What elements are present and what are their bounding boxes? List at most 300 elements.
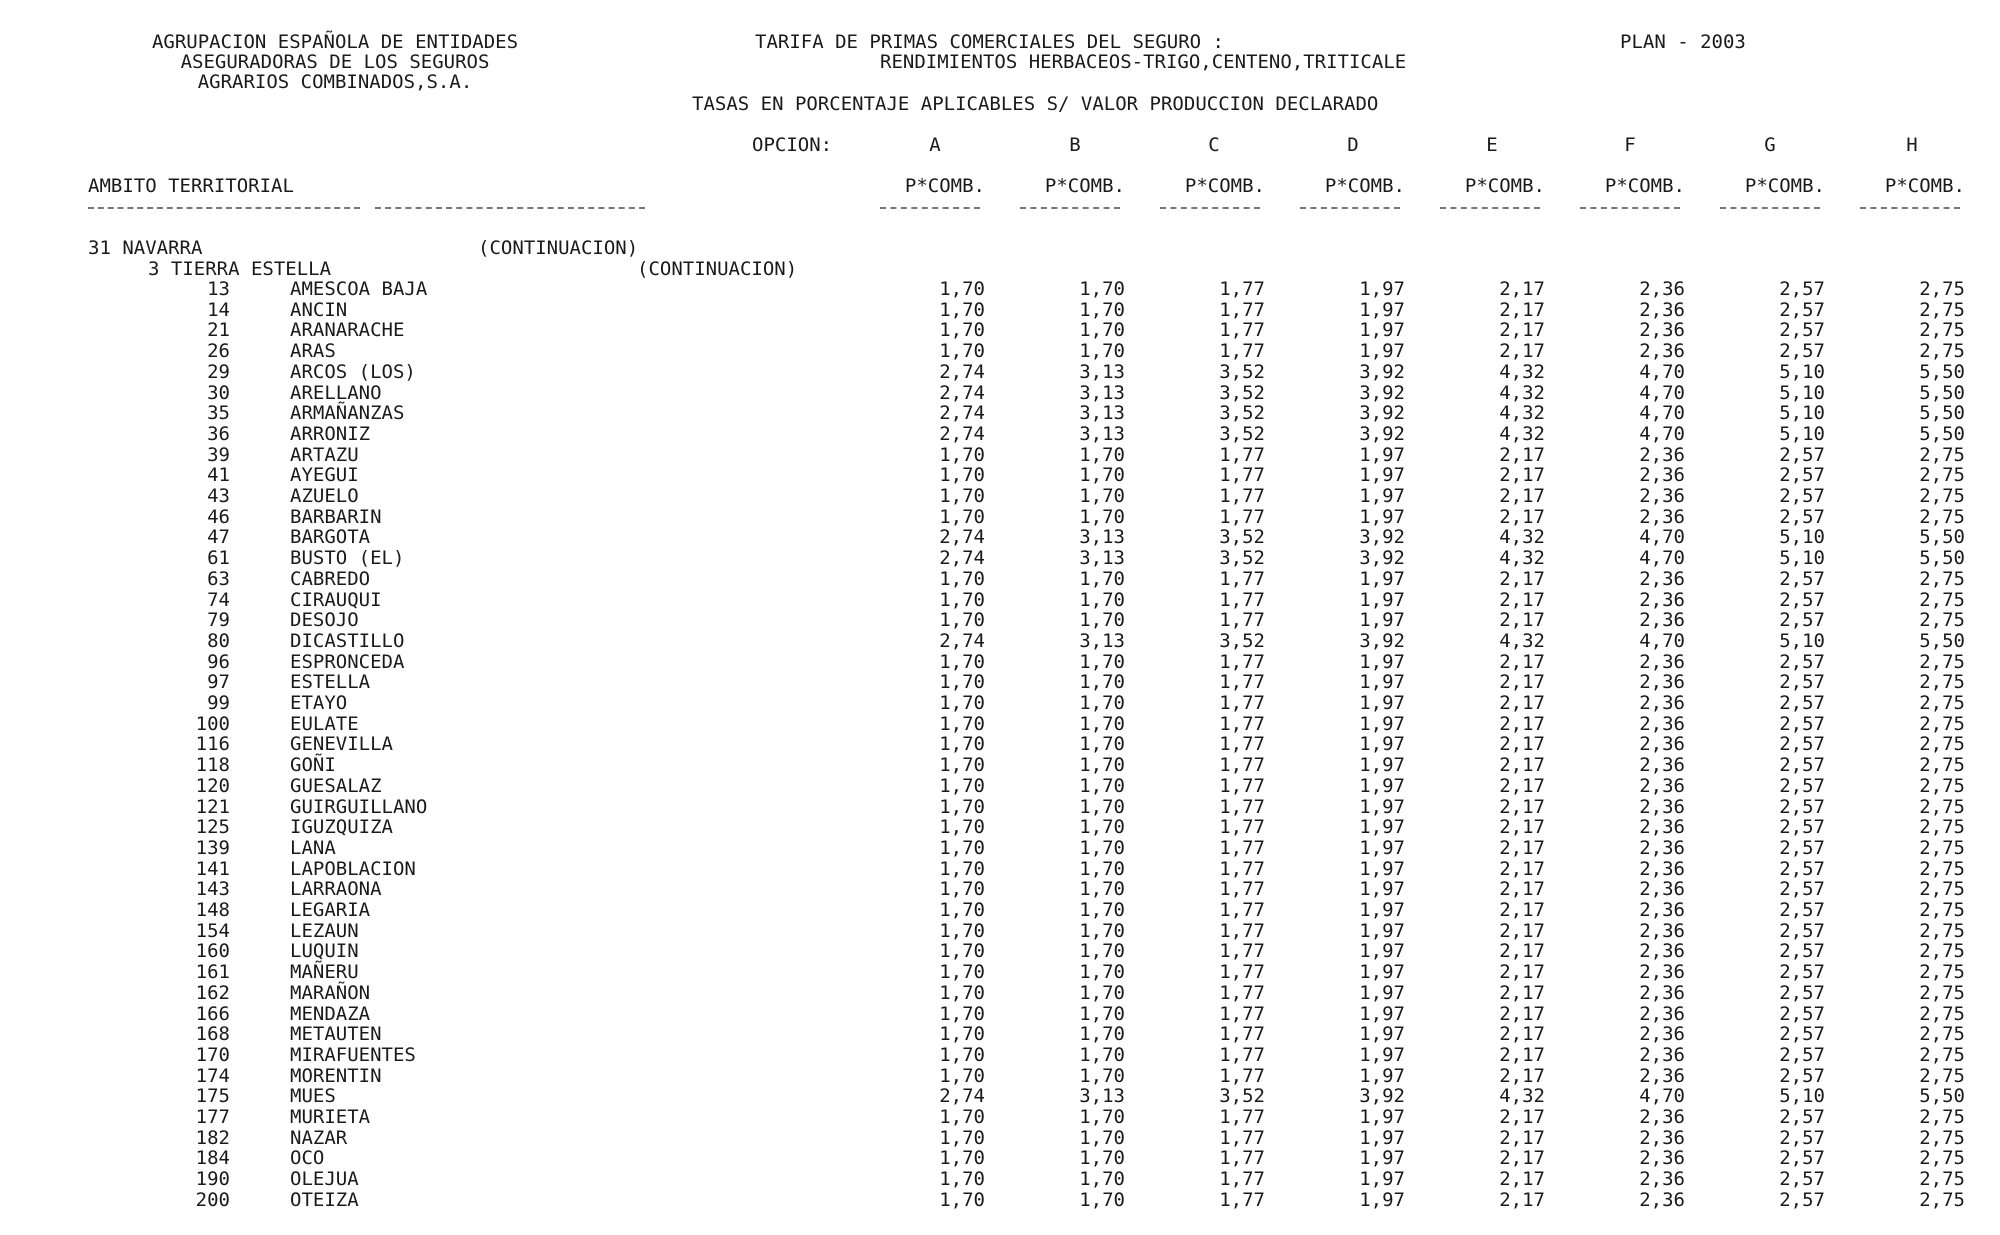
rate-cell-b: 3,13 — [1079, 360, 1125, 383]
rate-cell-h: 2,75 — [1919, 961, 1965, 984]
rate-cell-d: 1,97 — [1359, 1106, 1405, 1128]
rate-cell-g: 2,57 — [1779, 878, 1825, 901]
rate-cell-h: 2,75 — [1919, 919, 1965, 942]
municipality-code: 154 — [195, 919, 230, 942]
rate-cell-h: 2,75 — [1919, 1188, 1965, 1211]
table-row — [0, 445, 2000, 466]
municipality-name: OTEIZA — [290, 1188, 359, 1211]
table-row — [0, 279, 2000, 300]
municipality-code: 29 — [207, 360, 230, 383]
rate-cell-e: 2,17 — [1499, 609, 1545, 632]
rate-cell-e: 2,17 — [1499, 650, 1545, 673]
rate-cell-h: 5,50 — [1919, 422, 1965, 445]
province-continuation: (CONTINUACION) — [478, 237, 639, 259]
rate-cell-e: 2,17 — [1499, 1106, 1545, 1128]
rate-cell-a: 1,70 — [939, 650, 985, 673]
rate-cell-g: 2,57 — [1779, 1188, 1825, 1211]
table-row — [0, 486, 2000, 507]
rate-cell-g: 2,57 — [1779, 505, 1825, 528]
table-row — [0, 610, 2000, 631]
municipality-code: 182 — [195, 1126, 230, 1149]
rate-cell-a: 1,70 — [939, 774, 985, 797]
option-header-b: B — [1069, 134, 1081, 156]
table-row — [0, 424, 2000, 445]
rate-cell-a: 1,70 — [939, 1043, 985, 1066]
rate-cell-d: 3,92 — [1359, 629, 1405, 652]
rate-cell-a: 2,74 — [939, 1085, 985, 1108]
rate-cell-h: 2,75 — [1919, 1023, 1965, 1046]
rate-cell-f: 2,36 — [1639, 443, 1685, 466]
table-row — [0, 1190, 2000, 1211]
rate-cell-g: 2,57 — [1779, 961, 1825, 984]
municipality-name: AYEGUI — [290, 464, 359, 487]
rate-cell-c: 1,77 — [1219, 1064, 1265, 1087]
rate-cell-e: 2,17 — [1499, 1023, 1545, 1046]
rate-cell-g: 2,57 — [1779, 857, 1825, 880]
rate-cell-h: 2,75 — [1919, 588, 1965, 611]
table-row — [0, 631, 2000, 652]
rate-cell-e: 2,17 — [1499, 899, 1545, 921]
rate-cell-a: 2,74 — [939, 402, 985, 425]
municipality-name: ARMAÑANZAS — [290, 402, 405, 425]
table-row — [0, 569, 2000, 590]
rate-cell-a: 1,70 — [939, 1168, 985, 1191]
rate-cell-b: 1,70 — [1079, 464, 1125, 487]
rate-cell-f: 2,36 — [1639, 1064, 1685, 1087]
table-row — [0, 507, 2000, 528]
rate-cell-h: 2,75 — [1919, 899, 1965, 921]
rate-cell-f: 2,36 — [1639, 961, 1685, 984]
rate-cell-d: 1,97 — [1359, 319, 1405, 342]
rate-cell-c: 1,77 — [1219, 1188, 1265, 1211]
municipality-name: LAPOBLACION — [290, 857, 416, 880]
rate-cell-c: 1,77 — [1219, 1126, 1265, 1149]
rate-cell-e: 2,17 — [1499, 1126, 1545, 1149]
rate-cell-b: 1,70 — [1079, 650, 1125, 673]
rate-cell-d: 1,97 — [1359, 567, 1405, 590]
municipality-code: 80 — [207, 629, 230, 652]
rate-cell-c: 1,77 — [1219, 505, 1265, 528]
rate-cell-e: 4,32 — [1499, 629, 1545, 652]
rate-cell-c: 3,52 — [1219, 381, 1265, 404]
municipality-code: 162 — [195, 981, 230, 1004]
rate-cell-b: 3,13 — [1079, 381, 1125, 404]
rate-cell-a: 1,70 — [939, 609, 985, 632]
rate-cell-e: 2,17 — [1499, 961, 1545, 984]
rate-cell-a: 2,74 — [939, 629, 985, 652]
option-header-e: E — [1486, 134, 1498, 156]
rate-cell-d: 1,97 — [1359, 671, 1405, 694]
table-row — [0, 548, 2000, 569]
rate-cell-a: 1,70 — [939, 981, 985, 1004]
municipality-code: 141 — [195, 857, 230, 880]
municipality-code: 200 — [195, 1188, 230, 1211]
rate-cell-c: 1,77 — [1219, 692, 1265, 714]
company-name-line2: ASEGURADORAS DE LOS SEGUROS — [180, 51, 490, 73]
municipality-name: METAUTEN — [290, 1023, 382, 1046]
rate-cell-b: 1,70 — [1079, 857, 1125, 880]
rate-cell-h: 2,75 — [1919, 940, 1965, 963]
rate-cell-c: 1,77 — [1219, 650, 1265, 673]
rate-cell-f: 2,36 — [1639, 836, 1685, 859]
rate-cell-h: 2,75 — [1919, 1064, 1965, 1087]
rate-cell-f: 2,36 — [1639, 505, 1685, 528]
rate-cell-e: 2,17 — [1499, 464, 1545, 487]
rate-cell-e: 2,17 — [1499, 754, 1545, 777]
rate-cell-b: 1,70 — [1079, 692, 1125, 714]
rate-cell-g: 2,57 — [1779, 1168, 1825, 1191]
rate-cell-d: 1,97 — [1359, 1043, 1405, 1066]
rate-cell-e: 2,17 — [1499, 940, 1545, 963]
rate-cell-e: 2,17 — [1499, 505, 1545, 528]
rate-cell-e: 2,17 — [1499, 712, 1545, 735]
rate-cell-a: 1,70 — [939, 485, 985, 507]
municipality-code: 39 — [207, 443, 230, 466]
rate-cell-h: 2,75 — [1919, 443, 1965, 466]
option-label: OPCION: — [752, 134, 833, 156]
rate-cell-d: 1,97 — [1359, 733, 1405, 756]
table-row — [0, 1128, 2000, 1149]
rate-cell-d: 3,92 — [1359, 360, 1405, 383]
municipality-code: 170 — [195, 1043, 230, 1066]
rate-cell-b: 1,70 — [1079, 774, 1125, 797]
rate-cell-d: 1,97 — [1359, 774, 1405, 797]
rate-cell-h: 2,75 — [1919, 981, 1965, 1004]
rate-cell-b: 1,70 — [1079, 485, 1125, 507]
option-header-g: G — [1764, 134, 1776, 156]
rate-cell-f: 4,70 — [1639, 547, 1685, 570]
rate-cell-a: 2,74 — [939, 547, 985, 570]
rate-cell-e: 2,17 — [1499, 857, 1545, 880]
rate-cell-c: 1,77 — [1219, 940, 1265, 963]
municipality-code: 14 — [207, 298, 230, 321]
rate-cell-f: 2,36 — [1639, 1126, 1685, 1149]
municipality-code: 120 — [195, 774, 230, 797]
municipality-code: 79 — [207, 609, 230, 632]
municipality-code: 97 — [207, 671, 230, 694]
option-header-d: D — [1347, 134, 1359, 156]
municipality-name: BUSTO (EL) — [290, 547, 405, 570]
rate-cell-h: 2,75 — [1919, 609, 1965, 632]
rate-cell-d: 1,97 — [1359, 1002, 1405, 1025]
column-subheader-b: P*COMB. — [1044, 175, 1125, 197]
rate-cell-a: 1,70 — [939, 733, 985, 756]
rate-cell-g: 2,57 — [1779, 754, 1825, 777]
rate-cell-e: 4,32 — [1499, 360, 1545, 383]
municipality-name: NAZAR — [290, 1126, 348, 1149]
table-row — [0, 362, 2000, 383]
rate-cell-a: 1,70 — [939, 1002, 985, 1025]
rate-cell-e: 2,17 — [1499, 1002, 1545, 1025]
municipality-name: LUQUIN — [290, 940, 359, 963]
rate-cell-f: 2,36 — [1639, 919, 1685, 942]
column-subheader-d: P*COMB. — [1324, 175, 1405, 197]
rate-cell-f: 2,36 — [1639, 1002, 1685, 1025]
rate-cell-b: 1,70 — [1079, 878, 1125, 901]
rate-cell-d: 1,97 — [1359, 1023, 1405, 1046]
table-row — [0, 1169, 2000, 1190]
rate-cell-b: 1,70 — [1079, 340, 1125, 363]
rate-cell-d: 1,97 — [1359, 857, 1405, 880]
rate-cell-h: 2,75 — [1919, 754, 1965, 777]
rate-cell-b: 1,70 — [1079, 940, 1125, 963]
rate-cell-b: 1,70 — [1079, 754, 1125, 777]
rate-cell-a: 2,74 — [939, 381, 985, 404]
rate-cell-g: 5,10 — [1779, 381, 1825, 404]
rate-cell-h: 2,75 — [1919, 1002, 1965, 1025]
rate-cell-e: 2,17 — [1499, 278, 1545, 300]
rate-cell-d: 1,97 — [1359, 588, 1405, 611]
rate-cell-b: 1,70 — [1079, 795, 1125, 818]
rate-cell-e: 4,32 — [1499, 381, 1545, 404]
rate-cell-b: 1,70 — [1079, 588, 1125, 611]
region-label: 3 TIERRA ESTELLA — [148, 258, 332, 280]
rate-cell-f: 4,70 — [1639, 422, 1685, 445]
rate-cell-h: 2,75 — [1919, 692, 1965, 714]
rate-cell-a: 2,74 — [939, 360, 985, 383]
rate-cell-h: 2,75 — [1919, 298, 1965, 321]
municipality-code: 74 — [207, 588, 230, 611]
rate-cell-e: 2,17 — [1499, 443, 1545, 466]
rate-cell-h: 5,50 — [1919, 1085, 1965, 1108]
municipality-name: DICASTILLO — [290, 629, 405, 652]
rate-cell-d: 1,97 — [1359, 1126, 1405, 1149]
rate-cell-h: 2,75 — [1919, 671, 1965, 694]
municipality-code: 160 — [195, 940, 230, 963]
rate-cell-f: 2,36 — [1639, 733, 1685, 756]
company-name-line1: AGRUPACION ESPAÑOLA DE ENTIDADES — [151, 31, 519, 53]
rate-cell-g: 2,57 — [1779, 485, 1825, 507]
rate-cell-f: 2,36 — [1639, 981, 1685, 1004]
rate-cell-a: 1,70 — [939, 464, 985, 487]
rate-cell-h: 2,75 — [1919, 319, 1965, 342]
rate-cell-f: 2,36 — [1639, 567, 1685, 590]
rate-cell-h: 2,75 — [1919, 795, 1965, 818]
rate-cell-a: 1,70 — [939, 278, 985, 300]
rate-cell-b: 1,70 — [1079, 1188, 1125, 1211]
municipality-name: ARRONIZ — [290, 422, 371, 445]
rate-cell-c: 1,77 — [1219, 733, 1265, 756]
rate-cell-a: 1,70 — [939, 1023, 985, 1046]
municipality-name: OCO — [290, 1147, 325, 1170]
rate-cell-c: 1,77 — [1219, 919, 1265, 942]
rate-cell-e: 2,17 — [1499, 1043, 1545, 1066]
municipality-code: 63 — [207, 567, 230, 590]
rate-cell-f: 2,36 — [1639, 278, 1685, 300]
rate-cell-e: 2,17 — [1499, 1147, 1545, 1170]
municipality-code: 35 — [207, 402, 230, 425]
rate-cell-f: 4,70 — [1639, 402, 1685, 425]
municipality-name: ESPRONCEDA — [290, 650, 405, 673]
rate-cell-f: 2,36 — [1639, 340, 1685, 363]
table-row — [0, 734, 2000, 755]
municipality-name: AMESCOA BAJA — [290, 278, 428, 300]
municipality-name: ARTAZU — [290, 443, 359, 466]
rate-cell-a: 1,70 — [939, 692, 985, 714]
rate-cell-e: 2,17 — [1499, 774, 1545, 797]
table-row — [0, 527, 2000, 548]
rate-cell-a: 1,70 — [939, 754, 985, 777]
rate-cell-a: 1,70 — [939, 795, 985, 818]
rate-cell-b: 1,70 — [1079, 733, 1125, 756]
rate-cell-c: 1,77 — [1219, 961, 1265, 984]
municipality-name: OLEJUA — [290, 1168, 359, 1191]
rate-cell-b: 1,70 — [1079, 836, 1125, 859]
rate-cell-c: 1,77 — [1219, 836, 1265, 859]
table-row — [0, 693, 2000, 714]
table-row — [0, 962, 2000, 983]
rate-cell-e: 2,17 — [1499, 836, 1545, 859]
municipality-name: CIRAUQUI — [290, 588, 382, 611]
municipality-name: GENEVILLA — [290, 733, 393, 756]
rate-cell-d: 1,97 — [1359, 485, 1405, 507]
rate-cell-b: 1,70 — [1079, 919, 1125, 942]
rate-cell-h: 2,75 — [1919, 1106, 1965, 1128]
rate-cell-c: 1,77 — [1219, 981, 1265, 1004]
rate-cell-a: 1,70 — [939, 1106, 985, 1128]
rate-cell-f: 2,36 — [1639, 940, 1685, 963]
rate-cell-f: 2,36 — [1639, 878, 1685, 901]
rate-cell-f: 4,70 — [1639, 629, 1685, 652]
rate-cell-g: 2,57 — [1779, 733, 1825, 756]
rate-cell-d: 3,92 — [1359, 422, 1405, 445]
rate-cell-c: 1,77 — [1219, 671, 1265, 694]
rate-cell-c: 3,52 — [1219, 402, 1265, 425]
municipality-code: 116 — [195, 733, 230, 756]
rate-cell-b: 1,70 — [1079, 567, 1125, 590]
rate-cell-d: 1,97 — [1359, 505, 1405, 528]
rate-cell-g: 2,57 — [1779, 319, 1825, 342]
table-row — [0, 921, 2000, 942]
table-row — [0, 879, 2000, 900]
rate-cell-h: 2,75 — [1919, 712, 1965, 735]
municipality-name: ARANARACHE — [290, 319, 405, 342]
rate-cell-c: 3,52 — [1219, 629, 1265, 652]
table-row — [0, 859, 2000, 880]
rate-cell-c: 1,77 — [1219, 1147, 1265, 1170]
rate-cell-h: 2,75 — [1919, 1043, 1965, 1066]
table-row — [0, 1024, 2000, 1045]
rate-cell-a: 1,70 — [939, 899, 985, 921]
region-continuation: (CONTINUACION) — [637, 258, 798, 280]
rate-cell-d: 1,97 — [1359, 1147, 1405, 1170]
municipality-code: 43 — [207, 485, 230, 507]
rate-cell-b: 1,70 — [1079, 443, 1125, 466]
rate-cell-h: 2,75 — [1919, 485, 1965, 507]
table-row — [0, 714, 2000, 735]
municipality-code: 184 — [195, 1147, 230, 1170]
rate-cell-g: 5,10 — [1779, 1085, 1825, 1108]
rate-cell-h: 2,75 — [1919, 857, 1965, 880]
rate-cell-g: 2,57 — [1779, 981, 1825, 1004]
rate-cell-b: 1,70 — [1079, 712, 1125, 735]
column-subheader-a: P*COMB. — [904, 175, 985, 197]
municipality-name: CABREDO — [290, 567, 371, 590]
rate-cell-f: 2,36 — [1639, 857, 1685, 880]
rate-cell-f: 2,36 — [1639, 692, 1685, 714]
rate-cell-f: 2,36 — [1639, 816, 1685, 839]
rate-cell-d: 3,92 — [1359, 547, 1405, 570]
municipality-name: MARAÑON — [290, 981, 371, 1004]
rate-cell-g: 5,10 — [1779, 360, 1825, 383]
rate-cell-d: 1,97 — [1359, 692, 1405, 714]
rate-cell-c: 1,77 — [1219, 298, 1265, 321]
municipality-code: 166 — [195, 1002, 230, 1025]
rate-cell-e: 2,17 — [1499, 733, 1545, 756]
table-row — [0, 320, 2000, 341]
municipality-name: MUES — [290, 1085, 336, 1108]
rate-cell-g: 5,10 — [1779, 629, 1825, 652]
rate-cell-c: 1,77 — [1219, 1106, 1265, 1128]
rate-cell-c: 1,77 — [1219, 1043, 1265, 1066]
rate-cell-g: 2,57 — [1779, 609, 1825, 632]
municipality-name: MURIETA — [290, 1106, 371, 1128]
rate-cell-c: 1,77 — [1219, 1168, 1265, 1191]
rate-cell-a: 1,70 — [939, 919, 985, 942]
rate-cell-c: 1,77 — [1219, 278, 1265, 300]
rate-cell-b: 3,13 — [1079, 402, 1125, 425]
tariff-title-line1: TARIFA DE PRIMAS COMERCIALES DEL SEGURO : — [755, 31, 1224, 53]
municipality-code: 99 — [207, 692, 230, 714]
rate-cell-a: 1,70 — [939, 712, 985, 735]
rate-cell-e: 2,17 — [1499, 981, 1545, 1004]
rate-cell-c: 1,77 — [1219, 567, 1265, 590]
rate-cell-b: 1,70 — [1079, 298, 1125, 321]
rate-cell-f: 2,36 — [1639, 319, 1685, 342]
municipality-code: 190 — [195, 1168, 230, 1191]
municipality-name: DESOJO — [290, 609, 359, 632]
rate-cell-d: 1,97 — [1359, 650, 1405, 673]
rate-cell-f: 2,36 — [1639, 671, 1685, 694]
rate-cell-e: 2,17 — [1499, 671, 1545, 694]
company-name-line3: AGRARIOS COMBINADOS,S.A. — [197, 71, 473, 93]
rate-cell-d: 1,97 — [1359, 340, 1405, 363]
rate-cell-g: 2,57 — [1779, 816, 1825, 839]
rate-cell-h: 5,50 — [1919, 360, 1965, 383]
table-row — [0, 797, 2000, 818]
rate-cell-d: 1,97 — [1359, 712, 1405, 735]
table-row — [0, 1004, 2000, 1025]
municipality-name: MIRAFUENTES — [290, 1043, 416, 1066]
rate-cell-b: 3,13 — [1079, 1085, 1125, 1108]
rate-cell-f: 2,36 — [1639, 712, 1685, 735]
option-header-f: F — [1624, 134, 1636, 156]
municipality-name: MORENTIN — [290, 1064, 382, 1087]
table-row — [0, 1148, 2000, 1169]
rate-cell-e: 4,32 — [1499, 402, 1545, 425]
rate-cell-h: 2,75 — [1919, 774, 1965, 797]
rates-subtitle: TASAS EN PORCENTAJE APLICABLES S/ VALOR PRODUCCION DECLARADO — [692, 93, 1379, 115]
rate-cell-b: 1,70 — [1079, 961, 1125, 984]
table-row — [0, 755, 2000, 776]
table-row — [0, 838, 2000, 859]
rate-cell-g: 2,57 — [1779, 588, 1825, 611]
rate-cell-g: 2,57 — [1779, 712, 1825, 735]
rate-cell-d: 1,97 — [1359, 961, 1405, 984]
rate-cell-f: 4,70 — [1639, 360, 1685, 383]
municipality-name: LARRAONA — [290, 878, 382, 901]
rate-cell-b: 1,70 — [1079, 319, 1125, 342]
rate-cell-b: 3,13 — [1079, 547, 1125, 570]
rate-cell-e: 2,17 — [1499, 919, 1545, 942]
option-header-h: H — [1906, 134, 1918, 156]
rate-cell-h: 2,75 — [1919, 1126, 1965, 1149]
rate-cell-c: 1,77 — [1219, 1023, 1265, 1046]
rate-cell-b: 1,70 — [1079, 505, 1125, 528]
rate-cell-d: 1,97 — [1359, 878, 1405, 901]
municipality-code: 96 — [207, 650, 230, 673]
rate-cell-b: 1,70 — [1079, 1126, 1125, 1149]
